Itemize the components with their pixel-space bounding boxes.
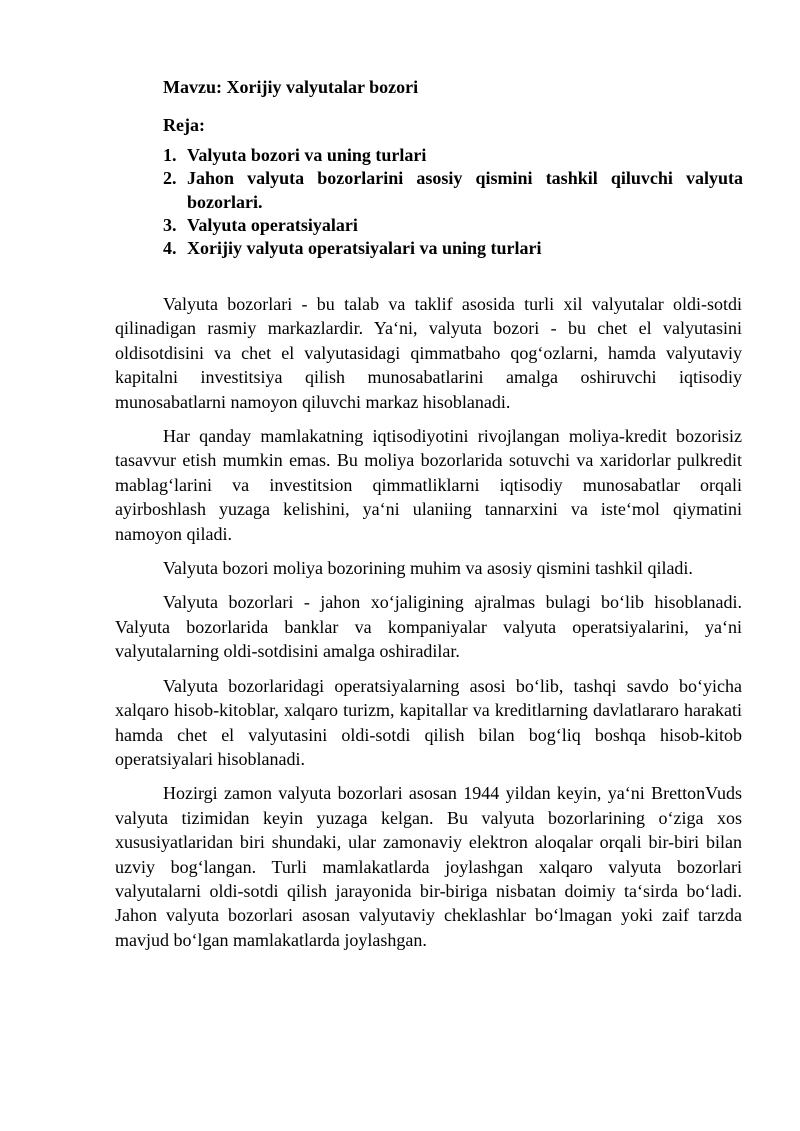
body-text bbox=[115, 292, 742, 962]
plan-item-text: Jahon valyuta bozorlarini asosiy qismini tashkil qiluvchi valyuta bozorlari. bbox=[187, 168, 743, 212]
plan-item-text: Valyuta bozori va uning turlari bbox=[187, 145, 427, 165]
plan-item bbox=[163, 213, 743, 237]
plan-item bbox=[163, 143, 743, 167]
plan-item bbox=[163, 236, 743, 260]
plan-list bbox=[163, 143, 743, 259]
paragraph: Valyuta bozorlari - bu talab va taklif asosida turli xil valyutalar oldi-sotdi qilinadigan rasmiy markazlardir. Ya‘ni, valyuta bozori - bu chet el valyutasini oldisotdisini va chet el valyutasidagi qimmatbaho qog‘ozlarni, hamda valyutaviy kapitalni investitsiya qilish munosabatlarini amalga oshiruvchi iqtisodiy munosabatlarni namoyon qiluvchi markaz hisoblanadi. bbox=[115, 294, 742, 412]
plan-item-number: 1. bbox=[163, 145, 177, 165]
plan-item-number: 4. bbox=[163, 238, 177, 258]
paragraph: Har qanday mamlakatning iqtisodiyotini rivojlangan moliya-kredit bozorisiz tasavvur etish mumkin emas. Bu moliya bozorlarida sotuvchi va xaridorlar pulkredit mablag‘larini va investitsion qimmatliklarni iqtisodiy munosabatlar orqali ayirboshlash yuzaga kelishini, ya‘ni ulaniing tannarxini va iste‘mol qiymatini namoyon qiladi. bbox=[115, 426, 742, 544]
paragraph: Hozirgi zamon valyuta bozorlari asosan 1944 yildan keyin, ya‘ni BrettonVuds valyuta tizimidan keyin yuzaga kelgan. Bu valyuta bozorlarining o‘ziga xos xususiyatlaridan biri shundaki, ular zamonaviy elektron aloqalar orqali bir-biri bilan uzviy bog‘langan. Turli mamlakatlarda joylashgan xalqaro valyuta bozorlari valyutalarni oldi-sotdi qilish jarayonida bir-biriga nisbatan doimiy ta‘sirda bo‘ladi. Jahon valyuta bozorlari asosan valyutaviy cheklashlar bo‘lmagan yoki zaif tarzda mavjud bo‘lgan mamlakatlarda joylashgan. bbox=[115, 783, 742, 950]
plan-item-text: Xorijiy valyuta operatsiyalari va uning turlari bbox=[187, 238, 542, 258]
paragraph: Valyuta bozori moliya bozorining muhim va asosiy qismini tashkil qiladi. bbox=[163, 558, 693, 579]
paragraph: Valyuta bozorlaridagi operatsiyalarning asosi bo‘lib, tashqi savdo bo‘yicha xalqaro hisob-kitoblar, xalqaro turizm, kapitallar va kreditlarning davlatlararo harakati hamda chet el valyutasini oldi-sotdi qilish bilan bog‘liq boshqa hisob-kitob operatsiyalari hisoblanadi. bbox=[115, 675, 742, 769]
plan-item-number: 2. bbox=[163, 168, 177, 188]
plan-item bbox=[163, 166, 743, 214]
plan-label: Reja: bbox=[163, 115, 205, 135]
topic-title: Mavzu: Xorijiy valyutalar bozori bbox=[163, 77, 419, 97]
plan-item-number: 3. bbox=[163, 215, 177, 235]
paragraph: Valyuta bozorlari - jahon xo‘jaligining ajralmas bulagi bo‘lib hisoblanadi. Valyuta bozorlarida banklar va kompaniyalar valyuta operatsiyalarini, ya‘ni valyutalarning oldi-sotdisini amalga oshiradilar. bbox=[115, 592, 742, 662]
plan-item-text: Valyuta operatsiyalari bbox=[187, 215, 358, 235]
